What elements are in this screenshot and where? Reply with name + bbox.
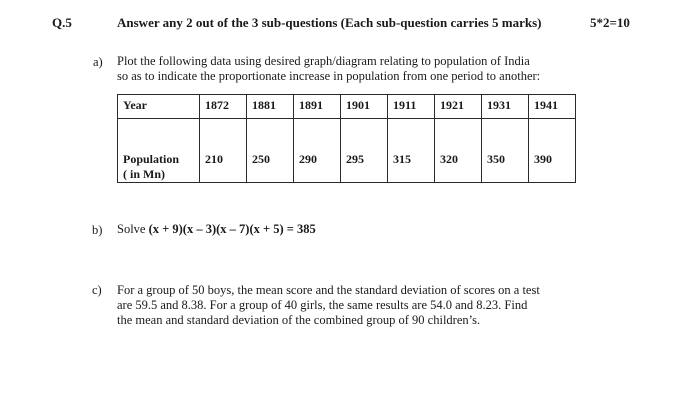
population-table xyxy=(117,94,576,183)
table-cell-year: 1901 xyxy=(341,95,388,119)
part-a-text-line1: Plot the following data using desired graph/diagram relating to population of India xyxy=(117,54,530,68)
table-cell-year: 1881 xyxy=(247,95,294,119)
table-cell-population: 315 xyxy=(388,119,435,183)
part-b-prefix: Solve xyxy=(117,222,149,236)
table-cell-population: 290 xyxy=(294,119,341,183)
table-cell-year: 1911 xyxy=(388,95,435,119)
part-b-equation: (x + 9)(x – 3)(x – 7)(x + 5) = 385 xyxy=(148,222,316,236)
question-instruction: Answer any 2 out of the 3 sub-questions (Each sub-question carries 5 marks) xyxy=(117,15,542,30)
table-cell-year: 1872 xyxy=(200,95,247,119)
table-cell-year: 1891 xyxy=(294,95,341,119)
table-cell-population: 350 xyxy=(482,119,529,183)
part-c-line1: For a group of 50 boys, the mean score and the standard deviation of scores on a test xyxy=(117,283,540,297)
question-number: Q.5 xyxy=(52,15,72,30)
part-c-line3: the mean and standard deviation of the combined group of 90 children’s. xyxy=(117,313,481,327)
table-cell-year: 1931 xyxy=(482,95,529,119)
table-cell-population: 295 xyxy=(341,119,388,183)
question-marks: 5*2=10 xyxy=(590,15,630,30)
table-cell-population: 320 xyxy=(435,119,482,183)
table-cell-year: 1941 xyxy=(529,95,576,119)
part-a-label: a) xyxy=(93,55,103,69)
table-cell-population: 390 xyxy=(529,119,576,183)
table-row-year xyxy=(118,95,576,119)
table-cell-population: 210 xyxy=(200,119,247,183)
part-b-text xyxy=(117,222,316,237)
population-header-line2: ( in Mn) xyxy=(123,167,165,181)
table-header-year: Year xyxy=(118,95,200,119)
part-c-label: c) xyxy=(92,283,102,297)
table-cell-year: 1921 xyxy=(435,95,482,119)
table-row-population xyxy=(118,119,576,183)
table-cell-population: 250 xyxy=(247,119,294,183)
part-a-text-line2: so as to indicate the proportionate increase in population from one period to another: xyxy=(117,69,541,83)
table-header-population xyxy=(118,119,200,183)
part-c-line2: are 59.5 and 8.38. For a group of 40 girls, the same results are 54.0 and 8.23. Find xyxy=(117,298,528,312)
population-header-line1: Population xyxy=(123,152,180,166)
part-b-label: b) xyxy=(92,223,103,237)
